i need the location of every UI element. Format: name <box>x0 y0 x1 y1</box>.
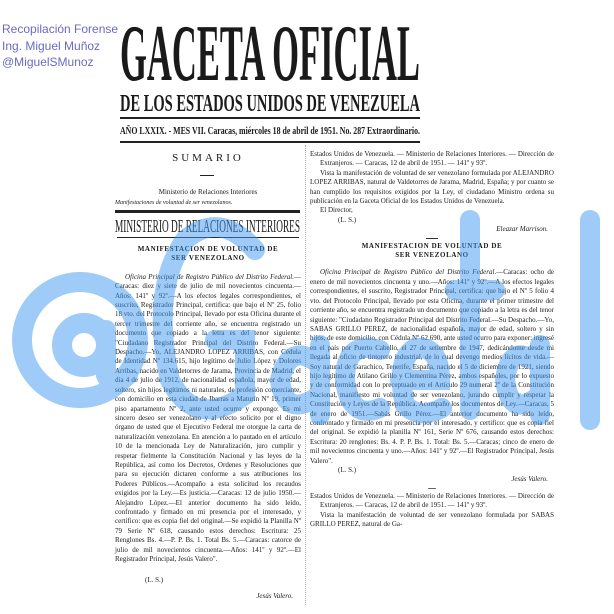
divider <box>428 488 436 489</box>
svg-text:DE LOS ESTADOS UNIDOS DE VENEZ: DE LOS ESTADOS UNIDOS DE VENEZUELA <box>120 92 420 114</box>
signature: Jesús Valero. <box>511 475 548 484</box>
seal: (L. S.) <box>338 466 357 474</box>
column-separator <box>305 145 306 605</box>
svg-text:GACETA OFICIAL: GACETA OFICIAL <box>120 14 420 86</box>
svg-text:MINISTERIO DE RELACIONES INTER: MINISTERIO DE RELACIONES INTERIORES <box>115 217 300 235</box>
article-body: —Caracas: ocho de enero de mil novecientos cincuenta y uno.—Años: 141º y 92º.—A los efectos legales correspondientes, el suscrito, Registrador Principal, certifica: que bajo el Nº 5 folio 4 vto. del Protocolo Principal, llevado por esta Oficina, durante el primer trimestre del corriente año, se encuentra registrado un documento que copiado a la letra es del tenor siguiente: "Ciudadano Registrador Principal del Distrito Federal.—Su Despacho.—Yo, SABAS GRILLO PEREZ, de nacionalidad española, mayor de edad, soltero y sin hijos, de este domicilio, con Cédula Nº 62.690, ante usted ocurro para exponer: ingresé en el país por Puerto Cabello, el 27 de setiembre de 1947, dedicándome desde mi llegada al oficio de tintorero industrial, de lo cual devengo medios lícitos de vida.—Soy natural de Garachico, Tenerife, España, nacido el 5 de diciembre de 1921, siendo hijo legítimo de Atilano Grillo y Clementina Pérez, ambos españoles, por lo expuesto y de conformidad con lo preceptuado en el Artículo 29 numeral 2º de la Constitución Nacional, manifiesto mi voluntad de ser venezolano, jurando cumplir y respetar la Constitución y Leyes de la República. Acompaño los documentos de Ley.—Caracas, 5 de enero de 1951.—Sabás Grillo Pérez.—El anterior documento ha sido leído, confrontado y firmado en mi presencia por el interesado, y certifico: que es copia fiel del original. Se expidió la planilla Nº 161, Serie Nº 676, causando estos derechos: Escritura: 20 renglones: Bs. 4. P. P. Bs. 1. Total: Bs. 5.—Caracas; cinco de enero de mil novecientos cincuenta y uno.—Años: 141º y 92º.—El Registrador Principal, Jesús Valero". <box>310 268 554 465</box>
article-lead: Oficina Principal de Registro Público del Distrito Federal. <box>125 272 294 281</box>
credit-line: @MiguelSMunoz <box>2 55 94 69</box>
left-column <box>115 245 301 601</box>
divider <box>115 210 300 213</box>
director-label: El Director, <box>320 206 353 215</box>
credit-line: Recopilación Forense <box>2 22 119 36</box>
signature: Eleazar Marrison. <box>496 225 548 234</box>
divider <box>120 117 420 119</box>
credit-line: Ing. Miguel Muñoz <box>2 38 101 53</box>
article-body: Oficina Principal de Registro Público del Distrito Federal.—Caracas: diez y siete de julio de mil novecientos cincuenta.—Años: 141º y 92º.—A los efectos legales correspondientes, el suscrito, Registrador Principal, certifica: que bajo el Nº 25, folio 18 vto. del Protocolo Principal, llevado por esta Oficina durante el tercer trimestre del corriente año, se encuentra registrado un documento que copiado a la letra es del tenor siguiente: "Ciudadano Registrador Principal del Distrito Federal.—Su Despacho.—Yo, ALEJANDRO LOPEZ ARRIBAS, con Cédula de Identidad Nº 134.615, hijo legítimo de Julio López y Dolores Arribas, nacido en Valdetorres de Jarama, Provincia de Madrid, el día 4 de julio de 1912, de nacionalidad española, mayor de edad, soltero, sin hijos legítimos ni naturales, de profesión comerciante, con domicilio en esta ciudad de Ibarras a Maturín Nº 19, primer piso apartamento Nº 2, ante usted ocurro y expongo: Es mi sincero deseo ser venezolano y al efecto solicito por el digno órgano de usted que el Ejecutivo Federal me otorgue la carta de naturalización venezolana. En atención a lo pautado en el artículo 10 de la mencionada Ley de Naturalización, juro cumplir y respetar fielmente la Constitución Nacional y las leyes de la República, así como los Decretos, Ordenes y Resoluciones que para su ejecución dictaren conforme a sus atribuciones los Poderes Públicos.—Acompaño a esta solicitud los recaudos exigidos por la Ley.—Es justicia.—Caracas: 12 de julio 1950.—Alejandro López.—El anterior documento ha sido leído, confrontado y firmado en mi presencia por el interesado, y certifico: que es copia fiel del original.—Se expidió la Planilla Nº 79 Serie Nº 618, causando estos derechos: Escritura: 25 Renglones Bs. 4.—P. P. Bs. 1. Total Bs. 5.—Caracas: catorce de julio de mil novecientos cincuenta.—Años: 141º y 92º.—El Registrador Principal, Jesús Valero". <box>115 272 301 563</box>
article-lead: Oficina Principal de Registro Público del Distrito Federal. <box>320 268 497 277</box>
masthead-title <box>120 14 420 86</box>
divider <box>120 141 420 143</box>
sumario-heading: SUMARIO <box>172 152 244 164</box>
seal: (L. S.) <box>338 215 357 224</box>
divider <box>117 237 299 238</box>
dateline <box>120 123 420 137</box>
svg-text:AÑO LXXIX. - MES VII. Caracas,: AÑO LXXIX. - MES VII. Caracas, miércoles 18 de abril de 1951. No. 287 Extraordinario. <box>120 125 420 137</box>
sumario-ministry: Ministerio de Relaciones Interiores <box>158 188 258 196</box>
divider <box>200 175 214 176</box>
vista-paragraph: Vista la manifestación de voluntad de ser venezolano formulada por SABAS GRILLO PEREZ, natural de Ga- <box>310 510 554 529</box>
notice: Estados Unidos de Venezuela. — Ministerio de Relaciones Interiores. — Dirección de Extranjeros. — Caracas, 12 de abril de 1951. — 141º y 93º. <box>310 491 554 510</box>
signature: Jesús Valero. <box>256 591 293 600</box>
sumario-item: Manifestaciones de voluntad de ser venezolanos. <box>115 200 233 206</box>
notice: Estados Unidos de Venezuela. — Ministerio de Relaciones Interiores. — Dirección de Extranjeros. — Caracas, 12 de abril de 1951. — 141º y 93º. <box>310 150 554 168</box>
watermark-credit <box>2 21 118 71</box>
section-title: MANIFESTACION DE VOLUNTAD DE SER VENEZOLANO <box>137 245 279 263</box>
ministry-heading <box>115 217 301 235</box>
seal: (L. S.) <box>145 576 164 585</box>
divider <box>426 238 438 239</box>
masthead-subtitle <box>120 92 420 114</box>
section-title: MANIFESTACION DE VOLUNTAD DE SER VENEZOLANO <box>361 241 503 260</box>
vista-paragraph: Vista la manifestación de voluntad de ser venezolano formulada por ALEJANDRO LOPEZ ARRIBAS, natural de Valdetorres de Jarama, Madrid, España; y por cuanto se han cumplido los requisitos exigidos por la Ley, el ciudadano Ministro ordena su publicación en la Gaceta Oficial de los Estados Unidos de Venezuela. <box>310 168 554 206</box>
right-column <box>310 150 554 529</box>
